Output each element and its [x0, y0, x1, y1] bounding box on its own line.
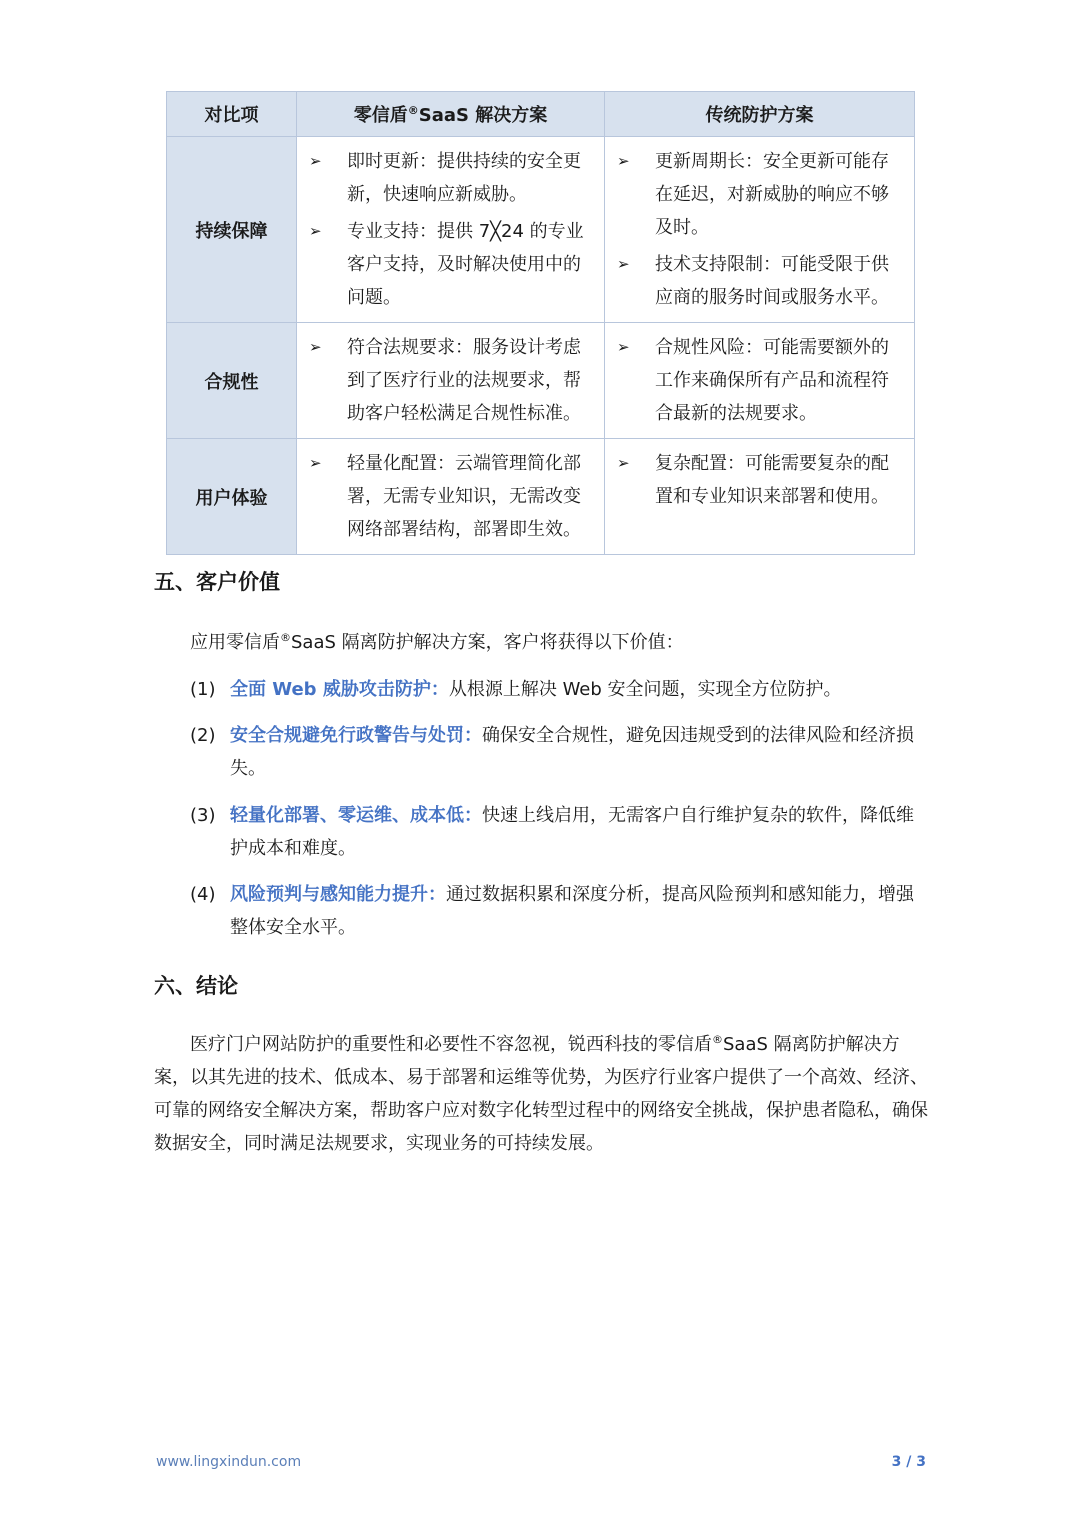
list-number: (3) [190, 805, 216, 826]
value-highlight: 全面 Web 威胁攻击防护： [230, 679, 449, 700]
arrow-bullet-icon: ➢ [309, 338, 322, 356]
bullet-item: ➢ 复杂配置：可能需要复杂的配置和专业知识来部署和使用。 [615, 447, 904, 513]
section-5-heading: 五、客户价值 [154, 570, 280, 594]
bullet-item: ➢ 符合法规要求：服务设计考虑到了医疗行业的法规要求，帮助客户轻松满足合规性标准。 [307, 331, 594, 430]
value-text: 快速上线启用，无需客户自行维护复杂的软件，降低维护成本和难度。 [230, 805, 914, 859]
header-zerotrust-solution: 零信盾®SaaS 解决方案 [297, 92, 605, 137]
bullet-item: ➢ 技术支持限制：可能受限于供应商的服务时间或服务水平。 [615, 248, 904, 314]
arrow-bullet-icon: ➢ [309, 152, 322, 170]
arrow-bullet-icon: ➢ [309, 222, 322, 240]
header-compare-item: 对比项 [167, 92, 297, 137]
traditional-cell [605, 137, 915, 323]
value-list-item [190, 719, 930, 785]
zerotrust-cell [297, 439, 605, 555]
value-highlight: 安全合规避免行政警告与处罚： [230, 725, 482, 746]
value-text: 通过数据积累和深度分析，提高风险预判和感知能力，增强整体安全水平。 [230, 884, 914, 938]
table-row [167, 137, 915, 323]
arrow-bullet-icon: ➢ [617, 255, 630, 273]
list-number: (2) [190, 725, 216, 746]
list-number: (1) [190, 679, 216, 700]
header-traditional-solution: 传统防护方案 [605, 92, 915, 137]
value-list-item [190, 799, 930, 865]
row-label: 用户体验 [167, 439, 297, 555]
table-row [167, 323, 915, 439]
value-list-item [190, 878, 930, 944]
row-label: 合规性 [167, 323, 297, 439]
bullet-item: ➢ 轻量化配置：云端管理简化部署，无需专业知识，无需改变网络部署结构，部署即生效。 [307, 447, 594, 546]
row-label: 持续保障 [167, 137, 297, 323]
conclusion-paragraph: 医疗门户网站防护的重要性和必要性不容忽视，锐西科技的零信盾®SaaS 隔离防护解决方案，以其先进的技术、低成本、易于部署和运维等优势，为医疗行业客户提供了一个高效、经济、可靠的网络安全解决方案，帮助客户应对数字化转型过程中的网络安全挑战，保护患者隐私，确保数据安全，同时满足法规要求，实现业务的可持续发展。 [154, 1033, 928, 1154]
page-number: 3 / 3 [891, 1454, 926, 1470]
table-header-row [167, 92, 915, 137]
section-5-intro: 应用零信盾®SaaS 隔离防护解决方案，客户将获得以下价值： [190, 631, 684, 653]
list-number: (4) [190, 884, 216, 905]
value-text: 确保安全合规性，避免因违规受到的法律风险和经济损失。 [230, 725, 914, 779]
arrow-bullet-icon: ➢ [309, 454, 322, 472]
bullet-item: ➢ 专业支持：提供 7╳24 的专业客户支持，及时解决使用中的问题。 [307, 215, 594, 314]
zerotrust-cell [297, 323, 605, 439]
zerotrust-cell [297, 137, 605, 323]
bullet-item: ➢ 更新周期长：安全更新可能存在延迟，对新威胁的响应不够及时。 [615, 145, 904, 244]
value-highlight: 风险预判与感知能力提升： [230, 884, 446, 905]
value-highlight: 轻量化部署、零运维、成本低： [230, 805, 482, 826]
arrow-bullet-icon: ➢ [617, 338, 630, 356]
value-list-item [190, 673, 930, 706]
arrow-bullet-icon: ➢ [617, 152, 630, 170]
arrow-bullet-icon: ➢ [617, 454, 630, 472]
bullet-item: ➢ 合规性风险：可能需要额外的工作来确保所有产品和流程符合最新的法规要求。 [615, 331, 904, 430]
table-row [167, 439, 915, 555]
traditional-cell [605, 439, 915, 555]
bullet-item: ➢ 即时更新：提供持续的安全更新，快速响应新威胁。 [307, 145, 594, 211]
traditional-cell [605, 323, 915, 439]
section-6-heading: 六、结论 [154, 974, 238, 998]
value-text: 从根源上解决 Web 安全问题，实现全方位防护。 [448, 679, 842, 700]
comparison-table [166, 91, 915, 555]
footer-url-link[interactable]: www.lingxindun.com [156, 1454, 302, 1470]
